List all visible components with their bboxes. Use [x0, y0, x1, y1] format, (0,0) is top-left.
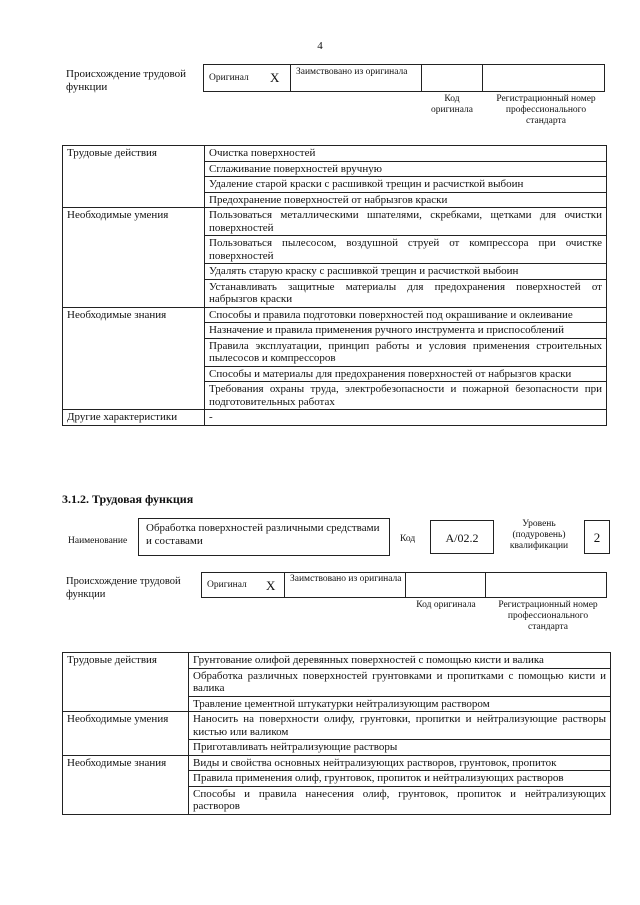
table-row — [63, 208, 607, 236]
row-item: Удаление старой краски с расшивкой трещин и расчисткой выбоин — [205, 177, 607, 193]
row-item: Правила применения олиф, грунтовок, пропиток и нейтрализующих растворов — [189, 771, 611, 787]
original-label: Оригинал — [207, 580, 247, 590]
code-caption: Код оригинала — [431, 94, 473, 115]
origin-label: Происхождение трудовой функции — [66, 68, 187, 93]
row-item: Способы и материалы для предохранения поверхностей от набрызгов краски — [205, 366, 607, 382]
row-heading: Трудовые действия — [63, 146, 205, 208]
origin-label: Происхождение трудовой функции — [66, 576, 181, 600]
row-item: Приготавливать нейтрализующие растворы — [189, 740, 611, 756]
table-row — [63, 146, 607, 162]
row-item: Виды и свойства основных нейтрализующих растворов, грунтовок, пропиток — [189, 755, 611, 771]
table-row — [63, 653, 611, 669]
code-value: A/02.2 — [430, 520, 494, 554]
row-heading: Необходимые знания — [63, 307, 205, 410]
row-item: Назначение и правила применения ручного инструмента и приспособлений — [205, 323, 607, 339]
reg-caption: Регистрационный номер профессионального стандарта — [498, 600, 598, 632]
origin-box — [201, 572, 607, 598]
original-mark: X — [270, 70, 280, 85]
row-item: Очистка поверхностей — [205, 146, 607, 162]
row-item: Пользоваться металлическими шпателями, скребками, щетками для очистки поверхностей — [205, 208, 607, 236]
table-row — [63, 755, 611, 771]
row-item: Наносить на поверхности олифу, грунтовки, пропитки и нейтрализующие растворы кистью или валиком — [189, 712, 611, 740]
page-number: 4 — [317, 40, 323, 52]
borrowed-label: Заимствовано из оригинала — [290, 574, 402, 584]
row-item: Обработка различных поверхностей грунтовками и пропитками с помощью кисти и валика — [189, 668, 611, 696]
row-item: Требования охраны труда, электробезопасности и пожарной безопасности при подготовительных работах — [205, 382, 607, 410]
level-value: 2 — [584, 520, 610, 554]
reg-caption: Регистрационный номер профессионального стандарта — [496, 94, 596, 126]
function-table-2 — [62, 652, 611, 815]
table-row — [63, 410, 607, 426]
row-item: Сглаживание поверхностей вручную — [205, 161, 607, 177]
row-item: Травление цементной штукатурки нейтрализующим раствором — [189, 696, 611, 712]
table-row — [63, 712, 611, 740]
row-heading: Другие характеристики — [63, 410, 205, 426]
row-heading: Необходимые умения — [63, 712, 189, 756]
row-item: Устанавливать защитные материалы для предохранения поверхностей от набрызгов краски — [205, 279, 607, 307]
row-item: Пользоваться пылесосом, воздушной струей от компрессора при очистке поверхностей — [205, 236, 607, 264]
code-label: Код — [400, 534, 416, 544]
row-item: Способы и правила подготовки поверхностей под окрашивание и оклеивание — [205, 307, 607, 323]
row-item: Правила эксплуатации, принцип работы и условия применения строительных пылесосов и компрессоров — [205, 338, 607, 366]
borrowed-label: Заимствовано из оригинала — [296, 67, 408, 77]
original-label: Оригинал — [209, 73, 249, 83]
section-title: 3.1.2. Трудовая функция — [62, 492, 194, 506]
level-label: Уровень (подуровень) квалификации — [509, 519, 569, 551]
row-item: Удалять старую краску с расшивкой трещин и расчисткой выбоин — [205, 264, 607, 280]
row-heading: Необходимые знания — [63, 755, 189, 814]
original-mark: X — [266, 578, 276, 593]
code-caption: Код оригинала — [416, 600, 476, 610]
table-row — [63, 307, 607, 323]
row-heading: Трудовые действия — [63, 653, 189, 712]
row-item: Предохранение поверхностей от набрызгов краски — [205, 192, 607, 208]
name-value: Обработка поверхностей различными средствами и составами — [146, 522, 380, 547]
name-label: Наименование — [68, 536, 128, 546]
row-item: Грунтование олифой деревянных поверхностей с помощью кисти и валика — [189, 653, 611, 669]
row-item: - — [205, 410, 607, 426]
function-table-1 — [62, 145, 607, 426]
row-heading: Необходимые умения — [63, 208, 205, 308]
row-item: Способы и правила нанесения олиф, грунтовок, пропиток и нейтрализующих растворов — [189, 786, 611, 814]
